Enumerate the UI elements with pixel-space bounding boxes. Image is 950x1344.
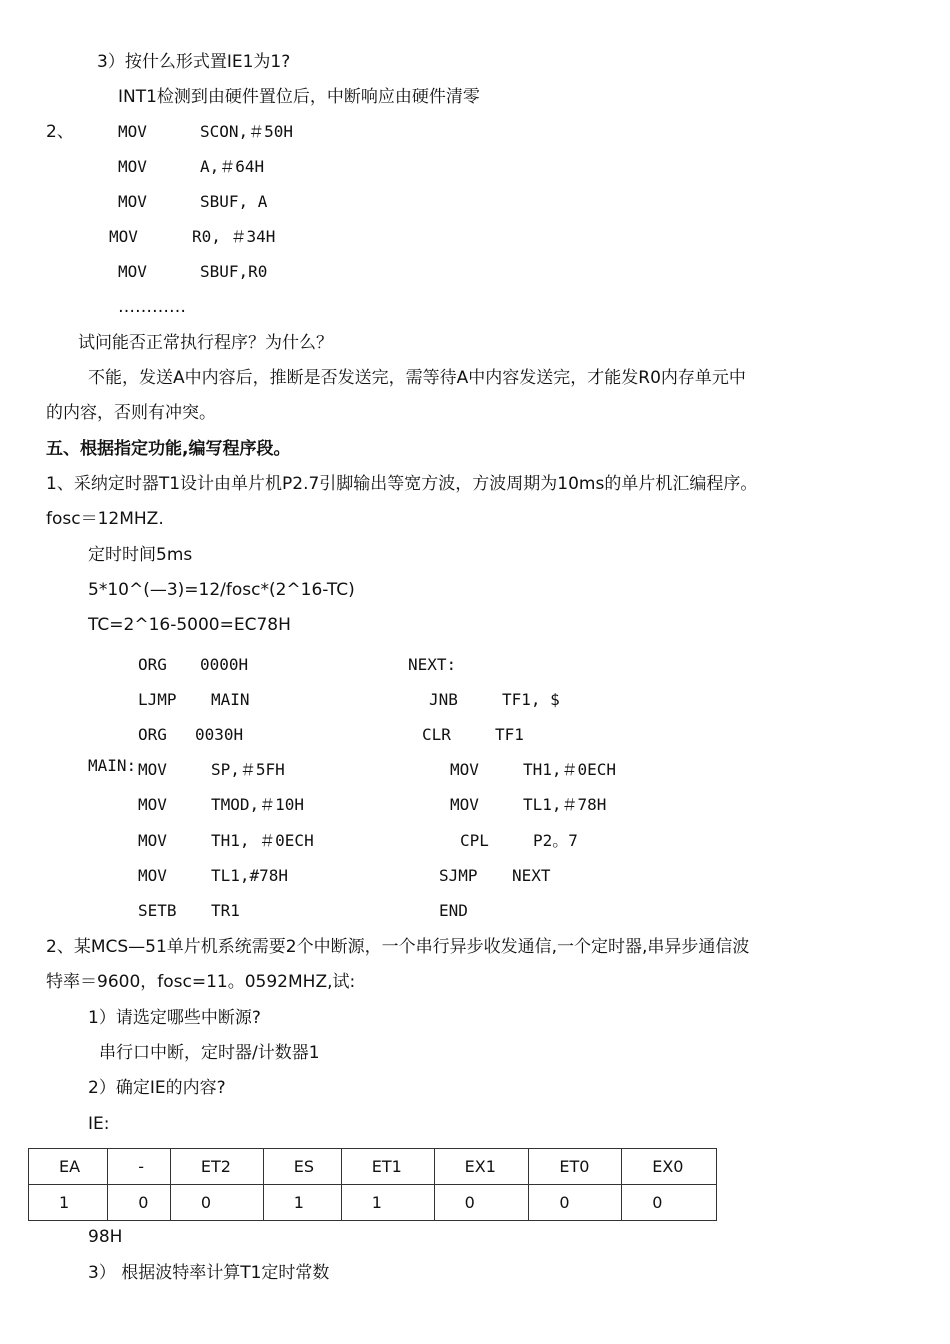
ie-register-table [28,1148,717,1221]
question-ie-content: 2）确定IE的内容? [88,1078,226,1098]
code-label: MAIN: [88,756,137,775]
code-arg: TF1 [495,725,524,744]
code-op: ORG [138,725,167,744]
item-2-number: 2、 [46,122,74,142]
table-header-cell: - [108,1149,171,1185]
table-cell: 0 [108,1185,171,1221]
table-cell: 1 [263,1185,341,1221]
task-1-description: 1、采纳定时器T1设计由单片机P2.7引脚输出等宽方波，方波周期为10ms的单片机汇编程序。 [46,474,758,494]
code-op: MOV [450,760,479,779]
code-arg: R0, ＃34H [192,227,276,246]
code-arg: TL1,＃78H [523,795,607,814]
code-arg: MAIN [211,690,250,709]
code-op: LJMP [138,690,177,709]
ie-label: IE: [88,1114,110,1134]
code-op: NEXT: [408,655,457,674]
code-op: MOV [118,192,147,211]
timing-value: 定时时间5ms [88,545,193,565]
question-3-ie1: 3）按什么形式置IE1为1? [97,52,291,72]
table-cell: 0 [529,1185,622,1221]
code-arg: TH1, ＃0ECH [211,831,314,850]
table-cell: 0 [434,1185,529,1221]
code-arg: P2。7 [533,831,578,850]
section-5-heading: 五、根据指定功能,编写程序段。 [46,439,291,459]
code-op: MOV [118,262,147,281]
table-row [29,1185,717,1221]
table-cell: 1 [341,1185,434,1221]
table-header-cell: ET1 [341,1149,434,1185]
code-arg: A,＃64H [200,157,265,176]
code-arg: 0000H [200,655,249,674]
answer-int1-clear: INT1检测到由硬件置位后，中断响应由硬件清零 [118,87,480,107]
code-op: MOV [138,831,167,850]
code-arg: SBUF, A [200,192,268,211]
code-op: MOV [118,157,147,176]
code-arg: TL1,#78H [211,866,289,885]
code-arg: SCON,＃50H [200,122,294,141]
code-op: MOV [450,795,479,814]
code-arg: TMOD,＃10H [211,795,305,814]
code-arg: 0030H [195,725,244,744]
table-cell: 1 [29,1185,108,1221]
table-cell: 0 [622,1185,717,1221]
code-op: END [439,901,468,920]
table-header-cell: EX1 [434,1149,529,1185]
code-op: MOV [138,760,167,779]
question-can-run: 试问能否正常执行程序？为什么？ [78,333,333,353]
table-row [29,1149,717,1185]
code-op: MOV [138,866,167,885]
code-arg: TH1,＃0ECH [523,760,617,779]
code-arg: NEXT [512,866,551,885]
code-arg: TF1, $ [502,690,560,709]
table-header-cell: EX0 [622,1149,717,1185]
code-op: SJMP [439,866,478,885]
table-header-cell: EA [29,1149,108,1185]
code-op: SETB [138,901,177,920]
answer-interrupt-sources: 串行口中断，定时器/计数器1 [99,1043,320,1063]
formula-tc: 5*10^(—3)=12/fosc*(2^16-TC) [88,580,355,600]
code-op: CLR [422,725,451,744]
table-header-cell: ET0 [529,1149,622,1185]
task-2-line2: 特率＝9600，fosc=11。0592MHZ,试: [46,972,356,992]
code-arg: TR1 [211,901,240,920]
code-arg: SP,＃5FH [211,760,285,779]
code-op: MOV [118,122,147,141]
question-interrupt-sources: 1）请选定哪些中断源? [88,1008,261,1028]
tc-result: TC=2^16-5000=EC78H [88,615,291,635]
code-op: ORG [138,655,167,674]
code-ellipsis: ………… [118,297,186,317]
task-2-line1: 2、某MCS—51单片机系统需要2个中断源，一个串行异步收发通信,一个定时器,串异步通信波 [46,937,750,957]
ie-hex-value: 98H [88,1227,123,1247]
answer-conflict-line2: 的内容，否则有冲突。 [46,403,216,423]
table-header-cell: ES [263,1149,341,1185]
table-cell: 0 [170,1185,263,1221]
code-arg: SBUF,R0 [200,262,268,281]
code-op: MOV [109,227,138,246]
code-op: JNB [429,690,458,709]
fosc-value: fosc＝12MHZ. [46,509,164,529]
question-baud-constant: 3） 根据波特率计算T1定时常数 [88,1263,330,1283]
answer-conflict-line1: 不能，发送A中内容后，推断是否发送完，需等待A中内容发送完，才能发R0内存单元中 [88,368,746,388]
code-op: CPL [460,831,489,850]
table-header-cell: ET2 [170,1149,263,1185]
code-op: MOV [138,795,167,814]
